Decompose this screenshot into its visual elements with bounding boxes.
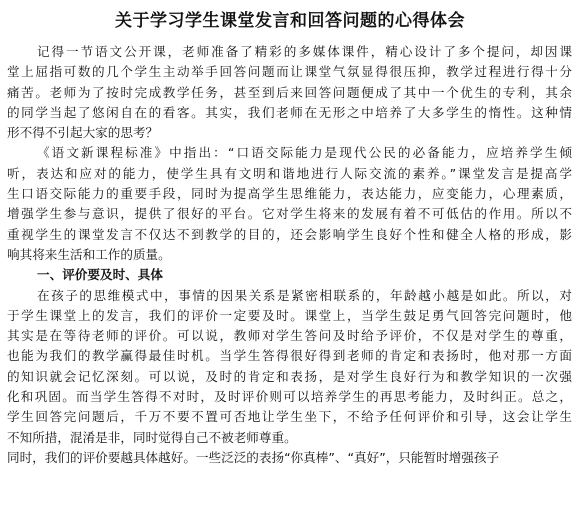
paragraph-line: 的同学当起了悠闲自在的看客。其实，我们老师在无形之中培养了大多学生的惰性。这种情 [7,104,572,120]
paragraph-line: 化和巩固。而当学生答得不对时，及时评价则可以培养学生的再思考能力，及时纠正。总之， [7,389,572,405]
paragraph-line: 同时，我们的评价要越具体越好。一些泛泛的表扬“你真棒”、“真好”，只能暂时增强孩子 [7,449,500,465]
paragraph-line: 形不得不引起大家的思考？ [7,125,159,141]
paragraph-line: 也能为我们的教学赢得最佳时机。当学生答得很好得到老师的肯定和表扬时，他对那一方面 [7,348,572,364]
paragraph-line: 不知所措，混淆是非，同时觉得自己不被老师尊重。 [7,429,297,445]
paragraph-line: 记得一节语文公开课，老师准备了精彩的多媒体课件，精心设计了多个提问，却因课 [37,44,572,59]
paragraph-line: 学生回答完问题后，千万不要不置可否地让学生坐下，不给予任何评价和引导，这会让学生 [7,409,572,425]
section-heading: 一、评价要及时、具体 [37,267,163,283]
paragraph-line: 在孩子的思维模式中，事情的因果关系是紧密相联系的，年龄越小越是如此。所以，对 [37,287,572,303]
paragraph-line: 其实是在等待老师的评价。可以说，教师对学生答问及时给予评价，不仅是对学生的尊重， [7,328,572,344]
paragraph-line: 痛苦。老师为了按时完成教学任务，甚至到后来回答问题便成了其中一个优生的专利，其余 [7,84,572,100]
paragraph-line: 听，表达和应对的能力，使学生具有文明和谐地进行人际交流的素养。”课堂发言是提高学 [7,165,572,181]
paragraph-line: 重视学生的课堂发言不仅达不到教学的目的，还会影响学生良好个性和健全人格的形成，影 [7,226,572,242]
paragraph-line: 于学生课堂上的发言，我们的评价一定要及时。课堂上，当学生鼓足勇气回答完问题时，他 [7,307,572,323]
paragraph-line: 《语文新课程标准》中指出：“口语交际能力是现代公民的必备能力，应培养学生倾 [37,145,572,161]
paragraph-line: 堂上屈指可数的几个学生主动举手回答问题而让课堂气氛显得很压抑，教学过程进行得十分 [7,64,572,80]
paragraph-line: 响其将来生活和工作的质量。 [7,246,171,262]
document-title: 关于学习学生课堂发言和回答问题的心得体会 [115,11,465,31]
paragraph-line: 生口语交际能力的重要手段，同时为提高学生思维能力，表达能力，应变能力，心理素质， [7,186,572,202]
paragraph-line: 的知识就会记忆深刻。可以说，及时的肯定和表扬，是对学生良好行为和教学知识的一次强 [7,368,572,384]
document-body [7,42,572,468]
paragraph-line: 增强学生参与意识，提供了很好的平台。它对学生将来的发展有着不可低估的作用。所以不 [7,206,572,222]
